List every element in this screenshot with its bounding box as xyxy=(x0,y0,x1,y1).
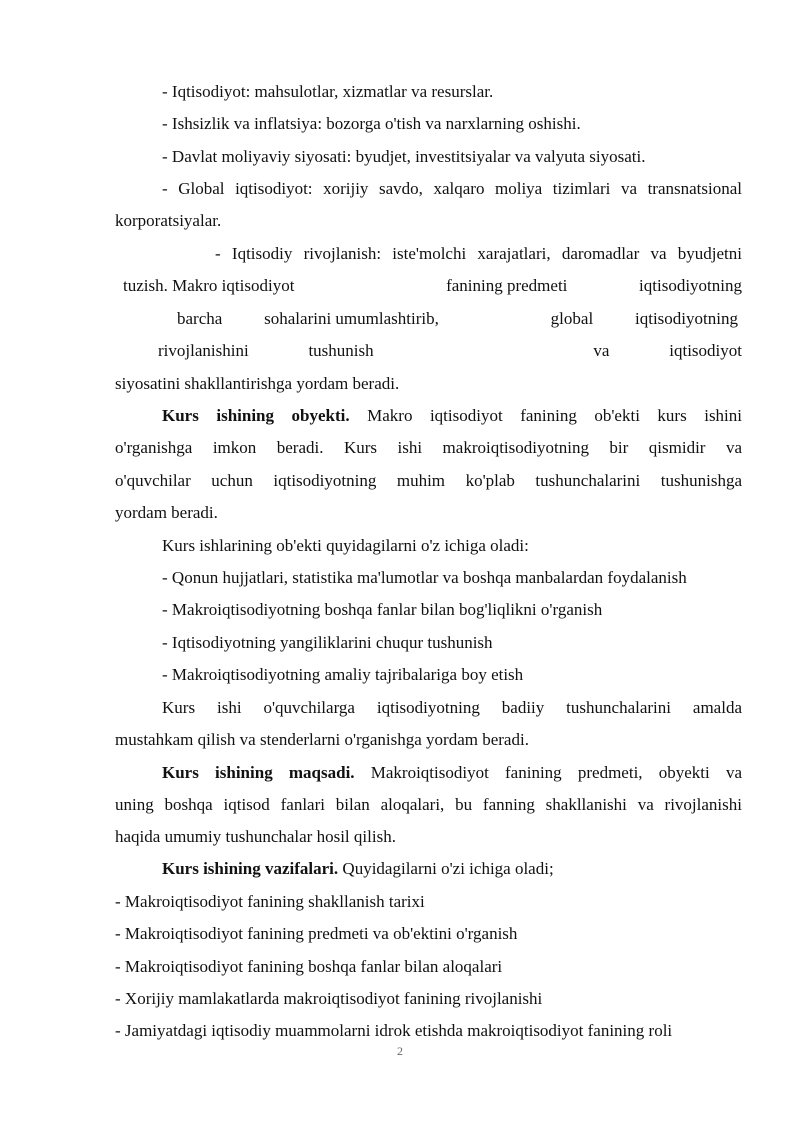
object-heading: Kurs ishining obyekti. xyxy=(162,406,350,425)
development-item-line: siyosatini shakllantirishga yordam beradi. xyxy=(115,374,400,393)
goal-paragraph-line: haqida umumiy tushunchalar hosil qilish. xyxy=(115,827,396,846)
text-fragment: barcha xyxy=(177,309,223,328)
page-number: 2 xyxy=(397,1044,403,1058)
text-fragment: global xyxy=(550,309,594,328)
tasks-list-item: - Makroiqtisodiyot fanining boshqa fanlar bilan aloqalari xyxy=(115,957,503,976)
object-list-intro: Kurs ishlarining ob'ekti quyidagilarni o'z ichiga oladi: xyxy=(162,536,529,555)
tasks-list-item: - Xorijiy mamlakatlarda makroiqtisodiyot fanining rivojlanishi xyxy=(115,989,543,1008)
text-fragment: tuzish. Makro iqtisodiyot xyxy=(123,276,295,295)
text-fragment: va xyxy=(593,341,610,360)
text-fragment: tushunish xyxy=(308,341,374,360)
intro-list-item: - Ishsizlik va inflatsiya: bozorga o'tish va narxlarning oshishi. xyxy=(162,114,581,133)
object-list-item: - Makroiqtisodiyotning amaliy tajribalariga boy etish xyxy=(162,665,524,684)
text-fragment: Makro iqtisodiyot fanining ob'ekti kurs ishini xyxy=(349,406,743,425)
goal-heading: Kurs ishining maqsadi. xyxy=(162,763,355,782)
object-paragraph-line: o'quvchilar uchun iqtisodiyotning muhim ko'plab tushunchalarini tushunishga xyxy=(115,471,742,490)
tasks-heading: Kurs ishining vazifalari. xyxy=(162,859,339,878)
object-paragraph-line xyxy=(162,400,742,433)
text-fragment: rivojlanishini xyxy=(158,341,249,360)
text-fragment: iqtisodiyotning xyxy=(635,309,738,328)
object-paragraph-line: yordam beradi. xyxy=(115,503,218,522)
global-item-line: - Global iqtisodiyot: xorijiy savdo, xalqaro moliya tizimlari va transnatsional xyxy=(162,179,742,198)
object-list-item: - Iqtisodiyotning yangiliklarini chuqur tushunish xyxy=(162,633,493,652)
intro-list-item: - Davlat moliyaviy siyosati: byudjet, investitsiyalar va valyuta siyosati. xyxy=(162,147,646,166)
tasks-list-item: - Makroiqtisodiyot fanining shakllanish tarixi xyxy=(115,892,425,911)
object-summary-line: mustahkam qilish va stenderlarni o'rganishga yordam beradi. xyxy=(115,730,529,749)
intro-list-item: - Iqtisodiyot: mahsulotlar, xizmatlar va resurslar. xyxy=(162,82,494,101)
text-fragment: sohalarini umumlashtirib, xyxy=(264,309,439,328)
text-fragment: fanining predmeti xyxy=(446,276,568,295)
text-fragment: Makroiqtisodiyot fanining predmeti, obyekti va xyxy=(354,763,742,782)
text-fragment: Quyidagilarni o'zi ichiga oladi; xyxy=(338,859,554,878)
development-item-line xyxy=(177,303,738,336)
object-summary-line: Kurs ishi o'quvchilarga iqtisodiyotning badiiy tushunchalarini amalda xyxy=(162,698,742,717)
tasks-list-item: - Jamiyatdagi iqtisodiy muammolarni idrok etishda makroiqtisodiyot fanining roli xyxy=(115,1021,673,1040)
tasks-list-item: - Makroiqtisodiyot fanining predmeti va ob'ektini o'rganish xyxy=(115,924,518,943)
object-list-item: - Qonun hujjatlari, statistika ma'lumotlar va boshqa manbalardan foydalanish xyxy=(162,568,687,587)
tasks-intro-line xyxy=(162,853,554,886)
global-item-line: korporatsiyalar. xyxy=(115,211,222,230)
goal-paragraph-line xyxy=(162,757,742,790)
text-fragment: iqtisodiyotning xyxy=(639,276,742,295)
development-item-line: - Iqtisodiy rivojlanish: iste'molchi xarajatlari, daromadlar va byudjetni xyxy=(215,244,742,263)
development-item-line xyxy=(123,270,742,303)
development-item-line xyxy=(158,335,742,368)
object-list-item: - Makroiqtisodiyotning boshqa fanlar bilan bog'liqlikni o'rganish xyxy=(162,600,603,619)
goal-paragraph-line: uning boshqa iqtisod fanlari bilan aloqalari, bu fanning shakllanishi va rivojlanishi xyxy=(115,795,742,814)
object-paragraph-line: o'rganishga imkon beradi. Kurs ishi makroiqtisodiyotning bir qismidir va xyxy=(115,438,742,457)
text-fragment: iqtisodiyot xyxy=(669,341,742,360)
